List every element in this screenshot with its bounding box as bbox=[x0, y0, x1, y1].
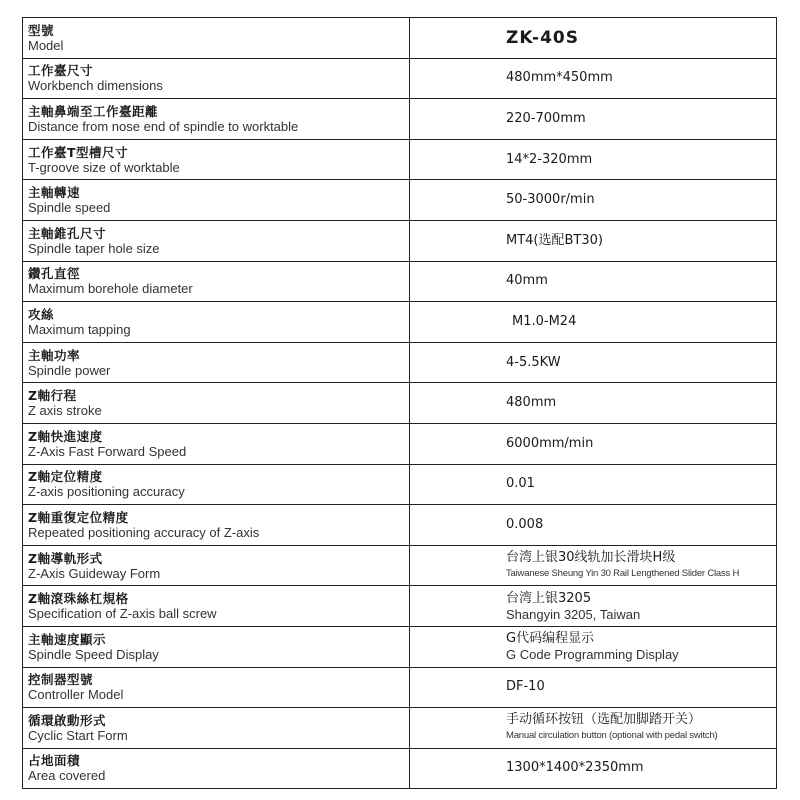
value: 1300*1400*2350mm bbox=[506, 760, 644, 776]
key-cell bbox=[23, 464, 410, 505]
key-zh: 主軸功率 bbox=[28, 347, 81, 363]
key-zh: 控制器型號 bbox=[28, 672, 94, 688]
key-zh: Z軸滾珠絲杠規格 bbox=[28, 591, 129, 607]
key-zh: 主軸速度顯示 bbox=[28, 631, 107, 647]
key-zh: 占地面積 bbox=[28, 753, 81, 769]
value-cell bbox=[410, 626, 777, 667]
key-cell bbox=[23, 545, 410, 586]
value: 50-3000r/min bbox=[506, 192, 595, 208]
key-en: Spindle Speed Display bbox=[28, 646, 159, 662]
key-zh: 主軸轉速 bbox=[28, 185, 81, 201]
key-zh: 主軸鼻端至工作臺距離 bbox=[28, 103, 159, 119]
value-en: Taiwanese Sheung Yin 30 Rail Lengthened Slider Class H bbox=[506, 568, 740, 580]
key-en: Cyclic Start Form bbox=[28, 727, 128, 743]
key-en: T-groove size of worktable bbox=[28, 159, 180, 175]
value: 40mm bbox=[506, 273, 548, 289]
value: DF-10 bbox=[506, 679, 545, 695]
key-en: Specification of Z-axis ball screw bbox=[28, 606, 217, 622]
value: MT4(选配BT30) bbox=[506, 232, 603, 248]
key-zh: Z軸導軌形式 bbox=[28, 550, 103, 566]
key-en: Maximum tapping bbox=[28, 321, 131, 337]
key-cell bbox=[23, 302, 410, 343]
key-en: Maximum borehole diameter bbox=[28, 281, 193, 297]
value-cell bbox=[410, 586, 777, 627]
key-en: Spindle power bbox=[28, 362, 111, 378]
key-en: Z-Axis Fast Forward Speed bbox=[28, 443, 187, 459]
key-cell bbox=[23, 220, 410, 261]
value-cell bbox=[410, 139, 777, 180]
row-z-positioning bbox=[23, 464, 777, 505]
row-tapping bbox=[23, 302, 777, 343]
row-speed-display bbox=[23, 626, 777, 667]
row-controller-model bbox=[23, 667, 777, 708]
value-cell bbox=[410, 261, 777, 302]
key-cell bbox=[23, 99, 410, 140]
key-cell bbox=[23, 708, 410, 749]
key-en: Controller Model bbox=[28, 687, 124, 703]
key-zh: 循環啟動形式 bbox=[28, 712, 107, 728]
key-cell bbox=[23, 383, 410, 424]
value-cell bbox=[410, 220, 777, 261]
model-value: ZK-40S bbox=[506, 27, 579, 48]
value-cell bbox=[410, 180, 777, 221]
key-zh: 型號 bbox=[28, 22, 55, 38]
key-zh: 主軸錐孔尺寸 bbox=[28, 225, 107, 241]
value-cell bbox=[410, 464, 777, 505]
key-zh: 工作臺尺寸 bbox=[28, 63, 94, 79]
value: 480mm bbox=[506, 395, 557, 411]
value-en: G Code Programming Display bbox=[506, 647, 679, 663]
value: 14*2-320mm bbox=[506, 151, 593, 167]
value: 6000mm/min bbox=[506, 435, 594, 451]
value-cell bbox=[410, 18, 777, 59]
value-cell bbox=[410, 58, 777, 99]
key-cell bbox=[23, 342, 410, 383]
value-cell bbox=[410, 342, 777, 383]
value: 台湾上银30线轨加长滑块H级 bbox=[506, 550, 676, 566]
key-en: Distance from nose end of spindle to worktable bbox=[28, 118, 299, 134]
key-cell bbox=[23, 505, 410, 546]
row-nose-distance bbox=[23, 99, 777, 140]
row-workbench-dimensions bbox=[23, 58, 777, 99]
value-cell bbox=[410, 667, 777, 708]
key-cell bbox=[23, 139, 410, 180]
key-zh: 鑽孔直徑 bbox=[28, 266, 81, 282]
key-en: Model bbox=[28, 37, 64, 53]
key-en: Z axis stroke bbox=[28, 403, 102, 419]
key-en: Z-axis positioning accuracy bbox=[28, 484, 185, 500]
row-model bbox=[23, 18, 777, 59]
value: 0.01 bbox=[506, 476, 535, 492]
key-en: Spindle speed bbox=[28, 200, 111, 216]
value: 0.008 bbox=[506, 516, 544, 532]
value-cell bbox=[410, 505, 777, 546]
value: 手动循环按钮（选配加脚踏开关） bbox=[506, 712, 702, 728]
key-zh: 攻絲 bbox=[28, 306, 55, 322]
value: 台湾上银3205 bbox=[506, 590, 592, 606]
key-zh: Z軸行程 bbox=[28, 388, 77, 404]
key-cell bbox=[23, 748, 410, 789]
row-z-ball-screw bbox=[23, 586, 777, 627]
row-borehole-diameter bbox=[23, 261, 777, 302]
row-spindle-power bbox=[23, 342, 777, 383]
value-en: Manual circulation button (optional with pedal switch) bbox=[506, 730, 718, 742]
value: 480mm*450mm bbox=[506, 70, 613, 86]
value: G代码编程显示 bbox=[506, 631, 595, 647]
row-spindle-speed bbox=[23, 180, 777, 221]
row-z-stroke bbox=[23, 383, 777, 424]
value-cell bbox=[410, 423, 777, 464]
key-zh: Z軸快進速度 bbox=[28, 428, 103, 444]
key-cell bbox=[23, 667, 410, 708]
value-cell bbox=[410, 748, 777, 789]
value-cell bbox=[410, 383, 777, 424]
key-en: Area covered bbox=[28, 768, 106, 784]
key-cell bbox=[23, 180, 410, 221]
value: 220-700mm bbox=[506, 110, 586, 126]
value-cell bbox=[410, 545, 777, 586]
row-cyclic-start bbox=[23, 708, 777, 749]
row-t-groove bbox=[23, 139, 777, 180]
key-cell bbox=[23, 586, 410, 627]
spec-table bbox=[22, 17, 777, 789]
key-cell bbox=[23, 626, 410, 667]
value: M1.0-M24 bbox=[512, 313, 577, 329]
key-zh: 工作臺T型槽尺寸 bbox=[28, 144, 129, 160]
key-en: Repeated positioning accuracy of Z-axis bbox=[28, 524, 260, 540]
row-z-fast-forward bbox=[23, 423, 777, 464]
row-z-guideway bbox=[23, 545, 777, 586]
key-cell bbox=[23, 261, 410, 302]
key-cell bbox=[23, 423, 410, 464]
key-en: Spindle taper hole size bbox=[28, 240, 160, 256]
row-area-covered bbox=[23, 748, 777, 789]
value-cell bbox=[410, 708, 777, 749]
row-z-repeat-positioning bbox=[23, 505, 777, 546]
key-zh: Z軸重復定位精度 bbox=[28, 509, 129, 525]
row-taper-hole bbox=[23, 220, 777, 261]
value-en: Shangyin 3205, Taiwan bbox=[506, 606, 641, 622]
key-cell bbox=[23, 58, 410, 99]
key-en: Workbench dimensions bbox=[28, 78, 163, 94]
value-cell bbox=[410, 302, 777, 343]
value-cell bbox=[410, 99, 777, 140]
key-cell bbox=[23, 18, 410, 59]
key-en: Z-Axis Guideway Form bbox=[28, 565, 161, 581]
key-zh: Z軸定位精度 bbox=[28, 469, 103, 485]
value: 4-5.5KW bbox=[506, 354, 561, 370]
